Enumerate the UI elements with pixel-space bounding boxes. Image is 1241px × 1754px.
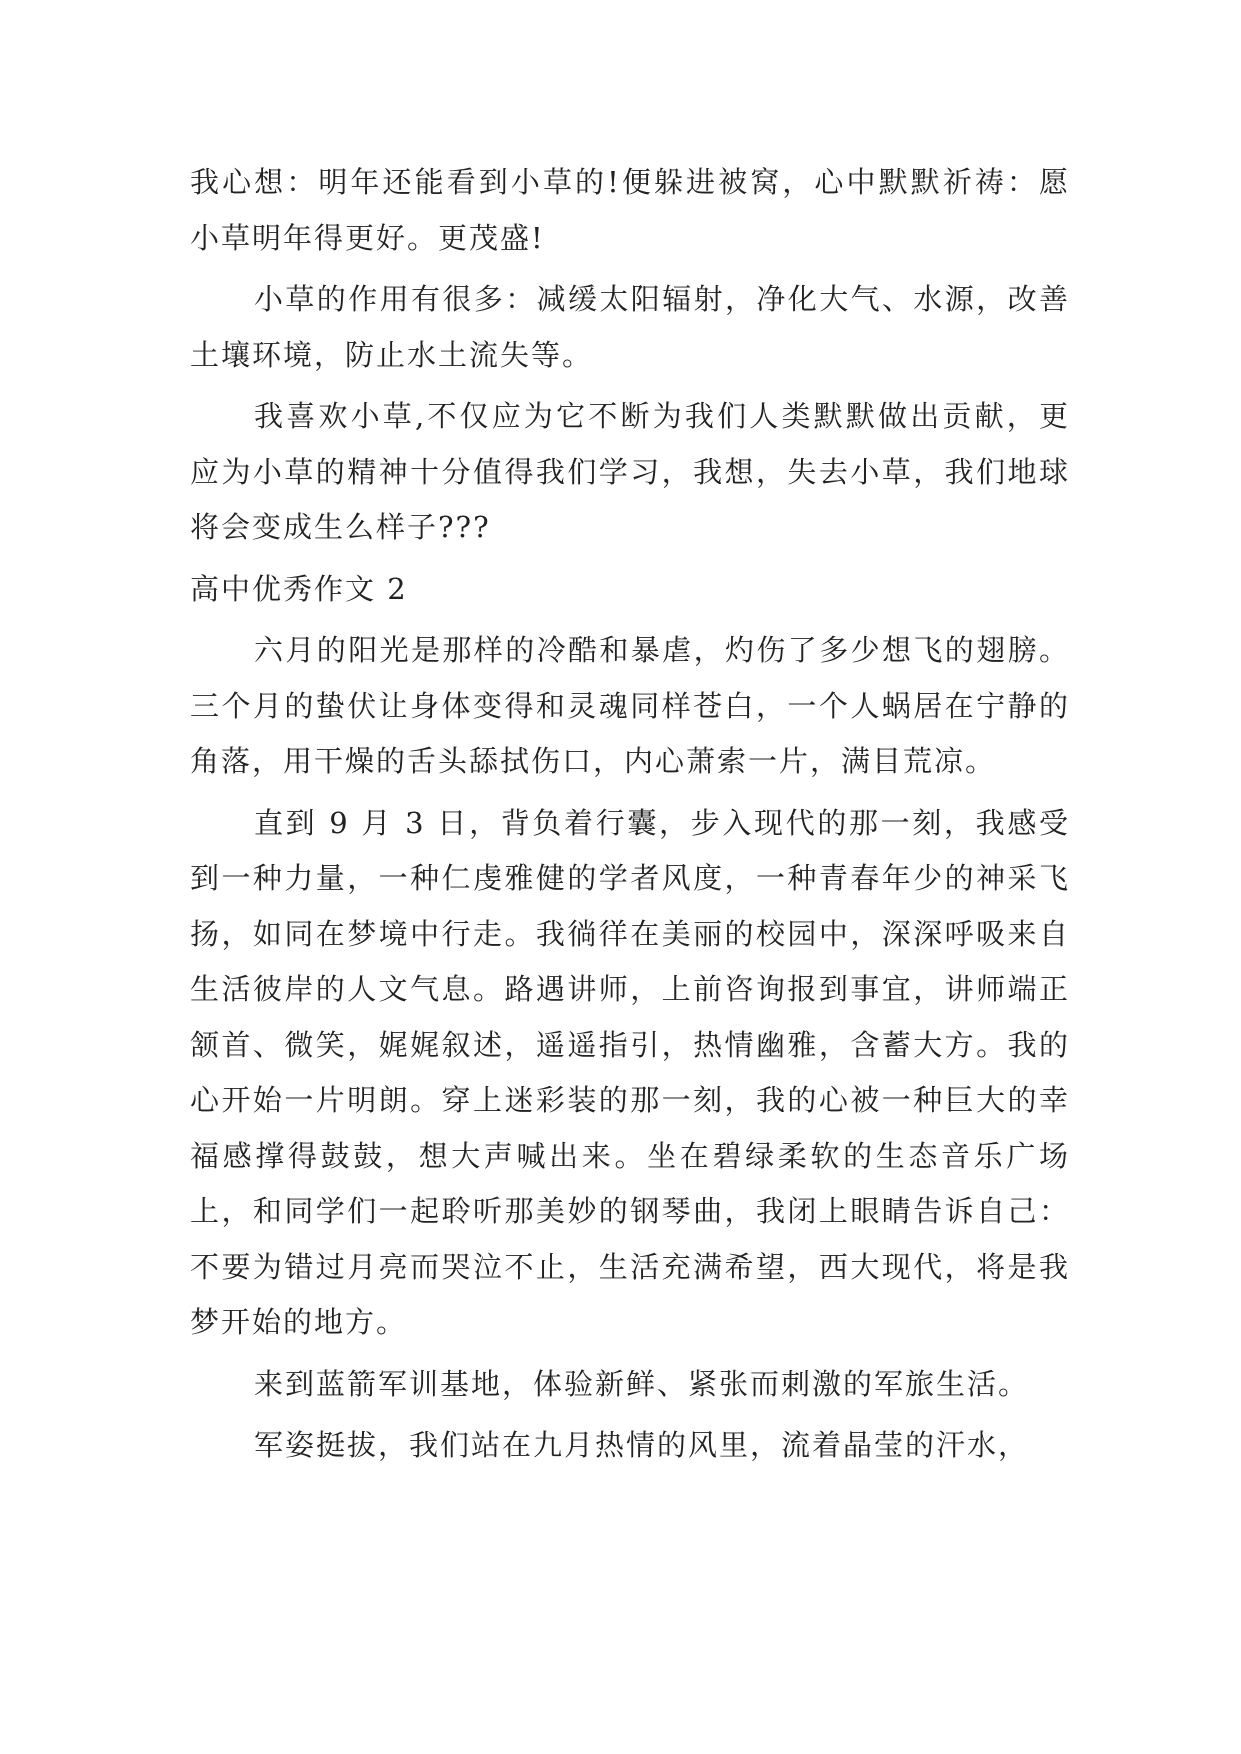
paragraph-2: 小草的作用有很多：减缓太阳辐射，净化大气、水源，改善土壤环境，防止水土流失等。 [190,282,1070,372]
paragraph-3: 我喜欢小草,不仅应为它不断为我们人类默默做出贡献，更应为小草的精神十分值得我们学习，我想，失去小草，我们地球将会变成生么样子??? [190,399,1070,544]
paragraph-1: 我心想：明年还能看到小草的!便躲进被窝，心中默默祈祷：愿小草明年得更好。更茂盛! [190,165,1070,255]
paragraph-4: 六月的阳光是那样的冷酷和暴虐，灼伤了多少想飞的翅膀。三个月的蛰伏让身体变得和灵魂同样苍白，一个人蜗居在宁静的角落，用干燥的舌头舔拭伤口，内心萧索一片，满目荒凉。 [190,633,1070,778]
section-heading: 高中优秀作文 2 [190,571,408,606]
paragraph-5: 直到 9 月 3 日，背负着行囊，步入现代的那一刻，我感受到一种力量，一种仁虔雅健的学者风度，一种青春年少的神采飞扬，如同在梦境中行走。我徜徉在美丽的校园中，深深呼吸来自生活彼岸的人文气息。路遇讲师，上前咨询报到事宜，讲师端正颔首、微笑，娓娓叙述，遥遥指引，热情幽雅，含蓄大方。我的心开始一片明朗。穿上迷彩装的那一刻，我的心被一种巨大的幸福感撑得鼓鼓，想大声喊出来。坐在碧绿柔软的生态音乐广场上，和同学们一起聆听那美妙的钢琴曲，我闭上眼睛告诉自己：不要为错过月亮而哭泣不止，生活充满希望，西大现代，将是我梦开始的地方。 [190,805,1070,1339]
paragraph-6: 来到蓝箭军训基地，体验新鲜、紧张而刺激的军旅生活。 [254,1366,1030,1401]
paragraph-7: 军姿挺拔，我们站在九月热情的风里，流着晶莹的汗水， [254,1428,1030,1462]
document-body [190,155,1070,1480]
